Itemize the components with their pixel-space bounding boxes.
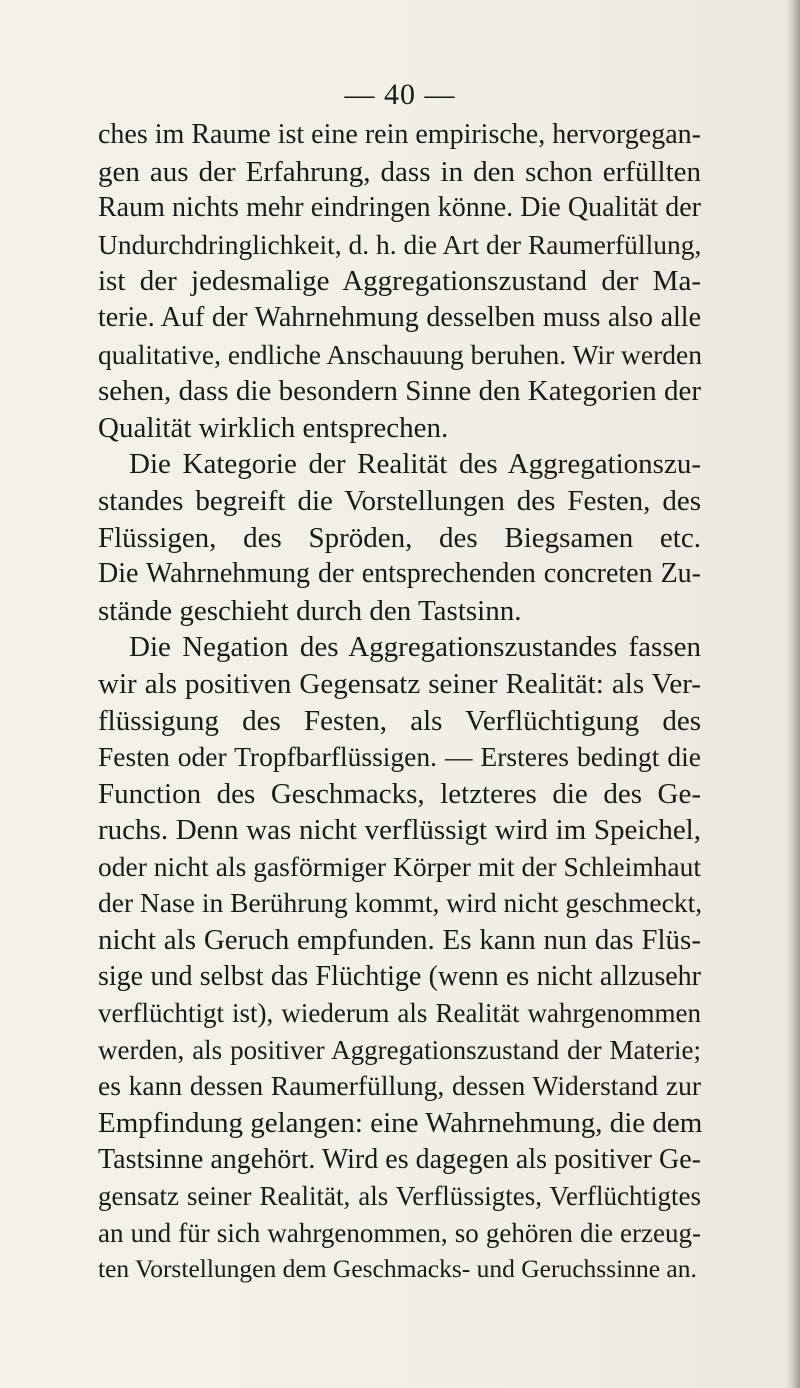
text-line: Raum nichts mehr eindringen könne. Die Qualität der	[98, 192, 701, 224]
text-line: an und für sich wahrgenommen, so gehören die erzeug-	[98, 1217, 701, 1248]
text-line: standes begreift die Vorstellungen des Festen, des	[98, 484, 701, 517]
text-line: Tastsinne angehört. Wird es dagegen als positiver Ge-	[98, 1143, 701, 1175]
text-line: ist der jedesmalige Aggregationszustand der Ma-	[98, 265, 701, 298]
text-line: oder nicht als gasförmiger Körper mit der Schleimhaut	[98, 850, 701, 882]
text-line: werden, als positiver Aggregationszustand der Materie;	[98, 1034, 701, 1065]
text-line: Die Wahrnehmung der entsprechenden concreten Zu-	[98, 558, 701, 590]
text-line: Function des Geschmacks, letzteres die des Ge-	[98, 777, 701, 810]
text-line: es kann dessen Raumerfüllung, dessen Widerstand zur	[98, 1070, 701, 1102]
page-edge-shadow	[786, 0, 800, 1388]
text-line: Die Negation des Aggregationszustandes fassen	[129, 631, 701, 664]
text-line: ten Vorstellungen dem Geschmacks- und Geruchssinne an.	[98, 1254, 697, 1284]
text-line: Festen oder Tropfbarflüssigen. — Ersteres bedingt die	[98, 741, 701, 773]
text-line: Flüssigen, des Spröden, des Biegsamen etc.	[98, 521, 701, 554]
text-line: gen aus der Erfahrung, dass in den schon erfüllten	[98, 155, 701, 188]
text-line: Empfindung gelangen: eine Wahrnehmung, die dem	[98, 1107, 703, 1140]
text-line: Undurchdringlichkeit, d. h. die Art der Raumerfüllung,	[98, 228, 702, 260]
text-line: flüssigung des Festen, als Verflüchtigung des	[98, 704, 701, 737]
text-line: ches im Raume ist eine rein empirische, hervorgegan-	[98, 119, 701, 150]
text-line: sehen, dass die besondern Sinne den Kategorien der	[98, 375, 701, 408]
text-line: stände geschieht durch den Tastsinn.	[98, 594, 522, 627]
text-line: ruchs. Denn was nicht verflüssigt wird im Speichel,	[98, 814, 701, 847]
text-line: qualitative, endliche Anschauung beruhen. Wir werden	[98, 338, 702, 370]
text-line: terie. Auf der Wahrnehmung desselben muss also alle	[98, 301, 701, 333]
text-line: wir als positiven Gegensatz seiner Realität: als Ver-	[98, 667, 701, 700]
page-number: — 40 —	[344, 78, 456, 111]
text-line: der Nase in Berührung kommt, wird nicht geschmeckt,	[98, 887, 703, 919]
text-line: verflüchtigt ist), wiederum als Realität wahrgenommen	[98, 998, 701, 1029]
text-line: gensatz seiner Realität, als Verflüssigtes, Verflüchtigtes	[98, 1181, 701, 1212]
text-line: nicht als Geruch empfunden. Es kann nun das Flüs-	[98, 924, 701, 957]
body-text	[98, 117, 701, 1288]
text-line: Die Kategorie der Realität des Aggregationszu-	[129, 448, 701, 481]
text-line: sige und selbst das Flüchtige (wenn es nicht allzusehr	[98, 960, 701, 992]
text-line: Qualität wirklich entsprechen.	[98, 411, 449, 444]
